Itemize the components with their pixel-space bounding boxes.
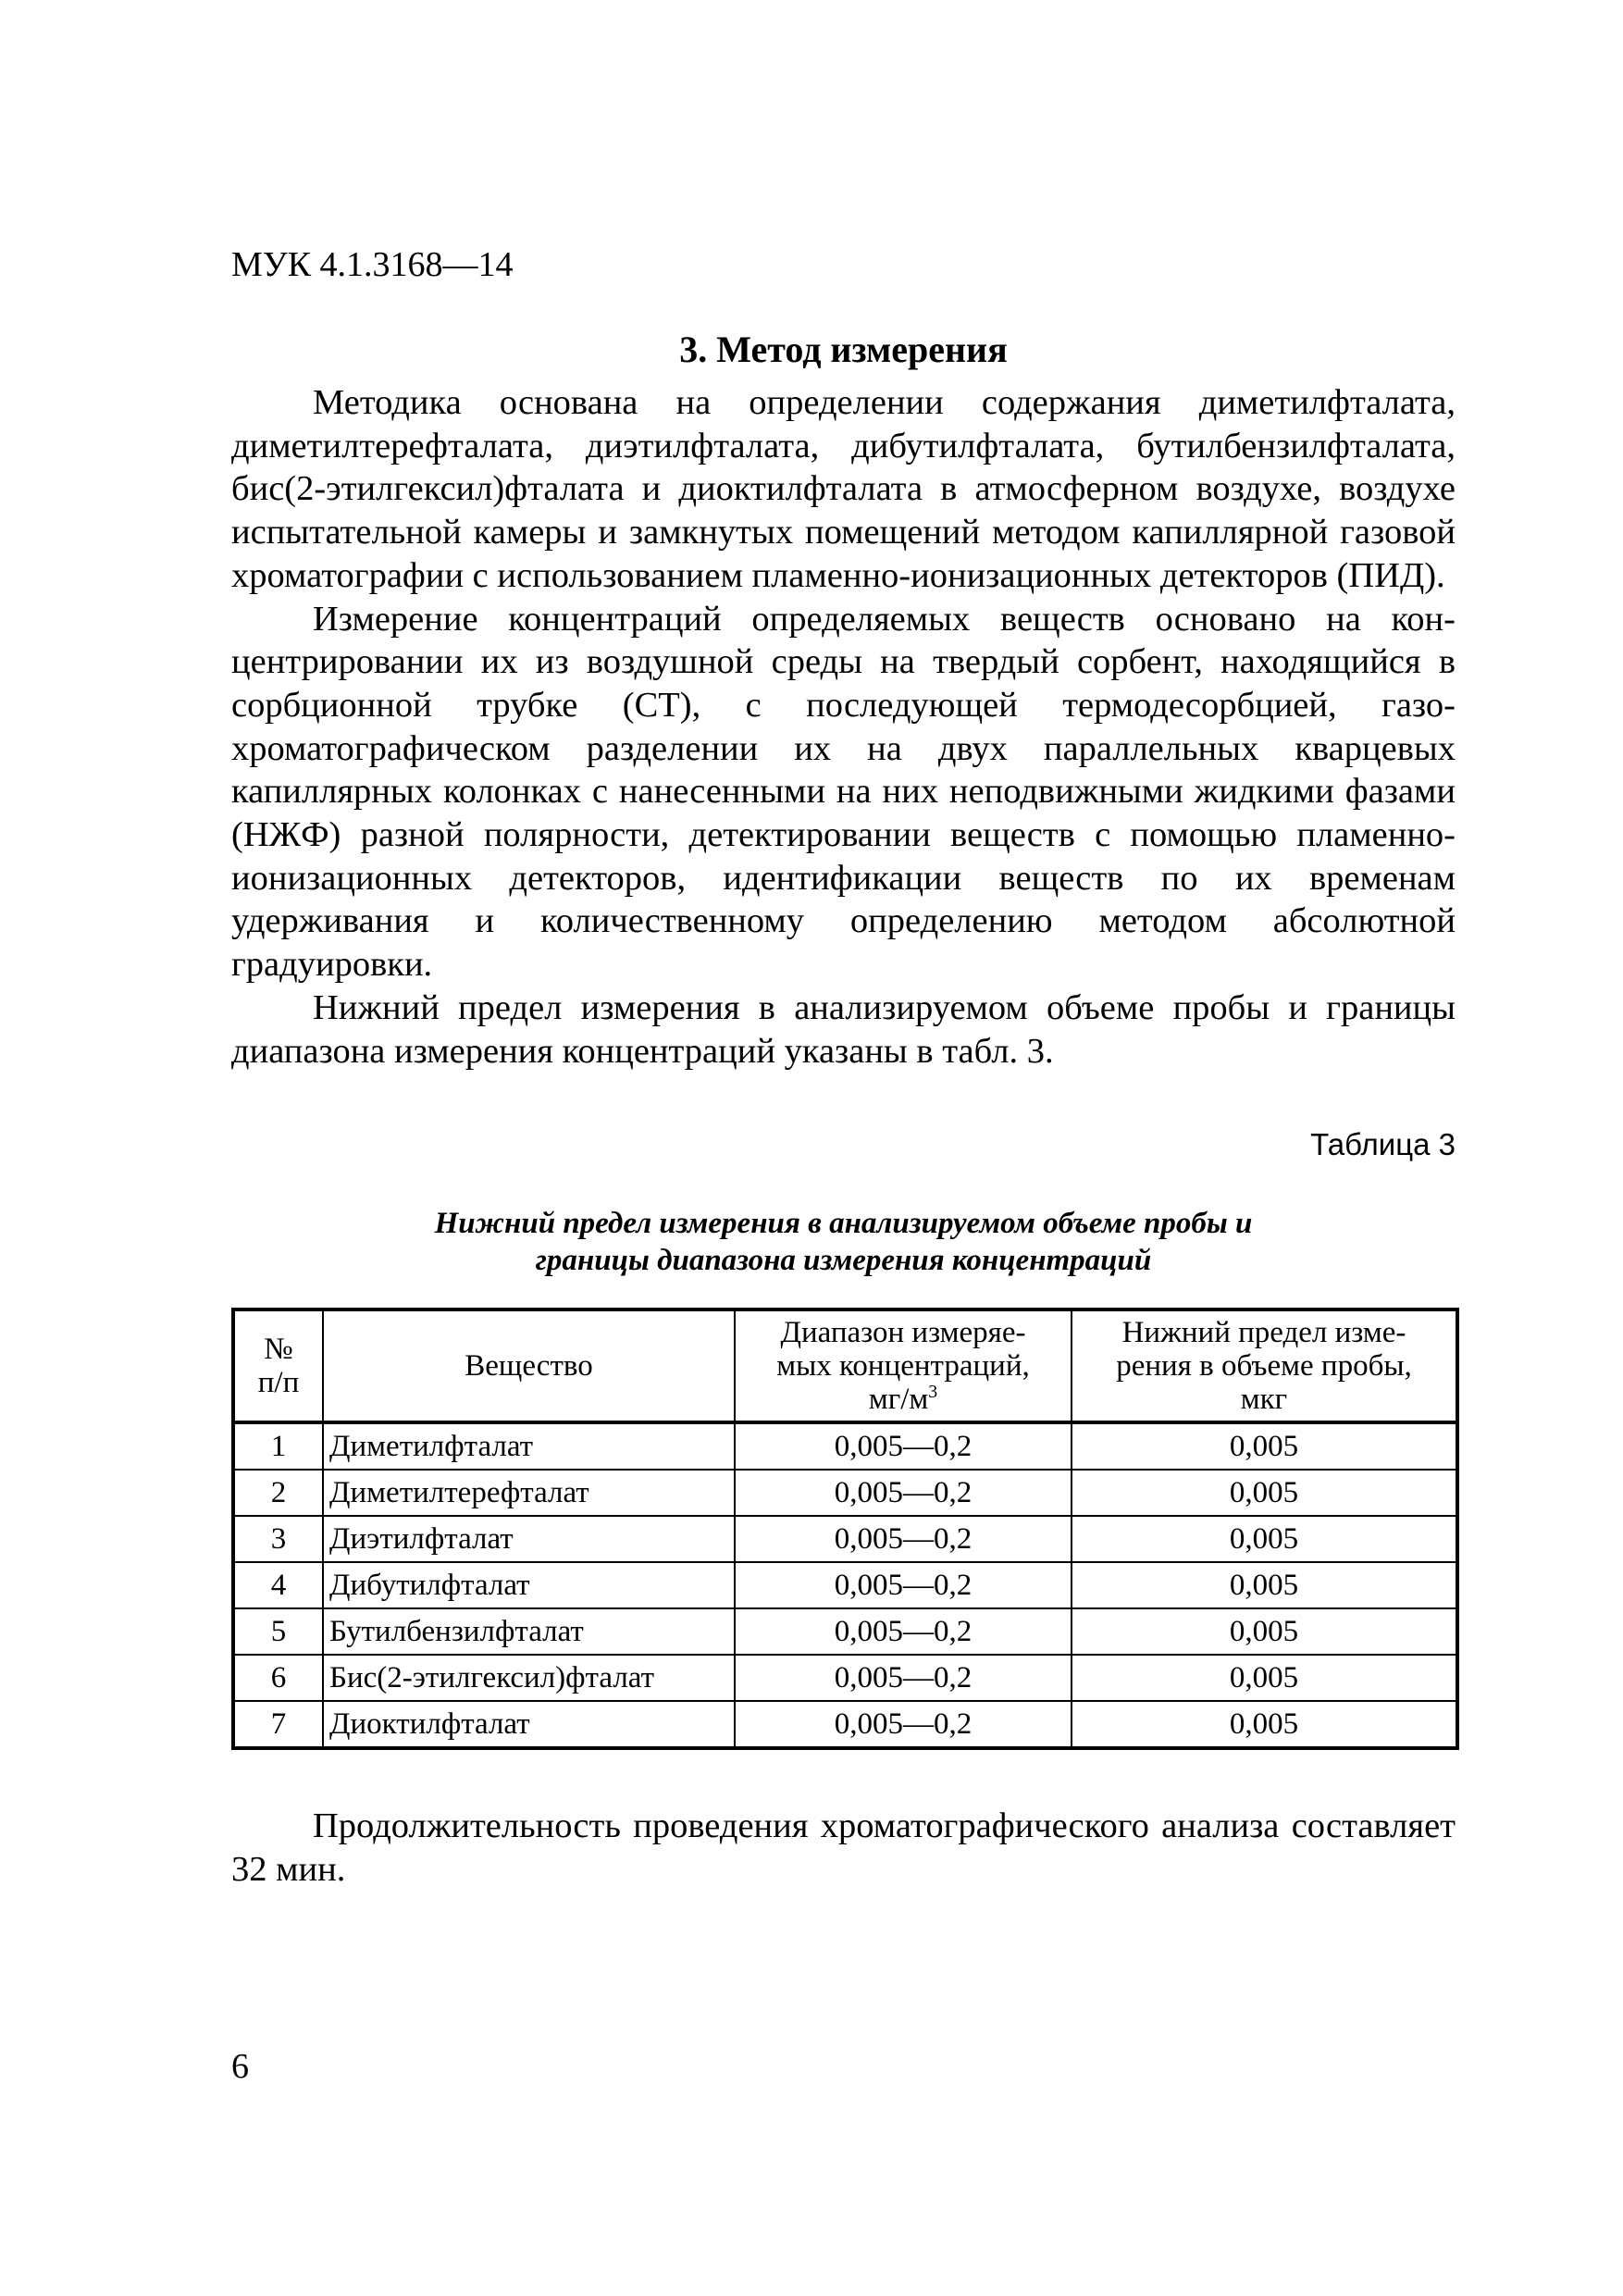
concentration-range: 0,005—0,2 <box>735 1470 1072 1516</box>
row-number: 1 <box>233 1422 323 1470</box>
lower-limit: 0,005 <box>1072 1608 1457 1655</box>
concentration-range: 0,005—0,2 <box>735 1701 1072 1748</box>
table-caption <box>231 1205 1456 1279</box>
analysis-duration-text <box>231 1805 1456 1891</box>
substance-name: Бутилбензилфталат <box>323 1608 735 1655</box>
measurement-limits-table <box>231 1308 1459 1750</box>
lower-limit: 0,005 <box>1072 1470 1457 1516</box>
substance-name: Диэтилфталат <box>323 1516 735 1562</box>
lower-limit: 0,005 <box>1072 1655 1457 1701</box>
table-row <box>233 1470 1457 1516</box>
concentration-range: 0,005—0,2 <box>735 1608 1072 1655</box>
table-row <box>233 1422 1457 1470</box>
row-number: 2 <box>233 1470 323 1516</box>
method-description <box>231 381 1456 1073</box>
column-header-range: Диапазон измеряе- мых концентраций, $мг/м^3$ <box>735 1309 1072 1422</box>
row-number: 5 <box>233 1608 323 1655</box>
lower-limit: 0,005 <box>1072 1701 1457 1748</box>
substance-name: Диметилфталат <box>323 1422 735 1470</box>
column-header-substance: Вещество <box>323 1309 735 1422</box>
paragraph-method-basis: Методика основана на определении содержания диметилфталата, диметилтерефталата, диэтилфталата, дибутилфталата, бутилбензилфталата, бис(2-этилгексил)фталата и диоктилфталата в атмосферном воздухе, воздухе испытательной камеры и замкнутых помещений методом капиллярной газовой хроматографии с использованием пламенно-ионизационных детекторов (ПИД). <box>231 383 1456 595</box>
table-row <box>233 1655 1457 1701</box>
table-caption-line: границы диапазона измерения концентраций <box>535 1244 1152 1277</box>
concentration-range: 0,005—0,2 <box>735 1516 1072 1562</box>
column-header-lower-limit: Нижний предел изме- рения в объеме пробы, мкг <box>1072 1309 1457 1422</box>
substance-name: Диметилтерефталат <box>323 1470 735 1516</box>
substance-name: Бис(2-этилгексил)фталат <box>323 1655 735 1701</box>
concentration-range: 0,005—0,2 <box>735 1655 1072 1701</box>
table-caption-line: Нижний предел измерения в анализируемом объеме пробы и <box>434 1207 1253 1240</box>
table-header-row <box>233 1309 1457 1422</box>
concentration-range: 0,005—0,2 <box>735 1562 1072 1608</box>
concentration-range: 0,005—0,2 <box>735 1422 1072 1470</box>
table-row <box>233 1562 1457 1608</box>
substance-name: Дибутилфталат <box>323 1562 735 1608</box>
row-number: 4 <box>233 1562 323 1608</box>
table-row <box>233 1701 1457 1748</box>
paragraph-analysis-duration: Продолжительность проведения хроматографического анализа составляет 32 мин. <box>231 1806 1456 1889</box>
section-title: 3. Метод измерения <box>679 329 1008 370</box>
row-number: 7 <box>233 1701 323 1748</box>
table-row <box>233 1608 1457 1655</box>
paragraph-range-reference: Нижний предел измерения в анализируемом объеме пробы и границы диапазона измерения концентраций указаны в табл. 3. <box>231 987 1456 1071</box>
page-number: 6 <box>231 2047 249 2086</box>
table-row <box>233 1516 1457 1562</box>
column-header-number: № п/п <box>233 1309 323 1422</box>
substance-name: Диоктилфталат <box>323 1701 735 1748</box>
row-number: 6 <box>233 1655 323 1701</box>
lower-limit: 0,005 <box>1072 1516 1457 1562</box>
lower-limit: 0,005 <box>1072 1562 1457 1608</box>
lower-limit: 0,005 <box>1072 1422 1457 1470</box>
row-number: 3 <box>233 1516 323 1562</box>
paragraph-measurement-principle: Измерение концентраций определяемых веществ основано на концентрировании их из воздушной среды на твердый сорбент, находящийся в сорбционной трубке (СТ), с последующей термодесорбцией, газохроматографическом разделении их на двух параллельных кварцевых капиллярных колонках с нанесенными на них неподвижными жидкими фазами (НЖФ) разной полярности, детектировании веществ с помощью пламенно-ионизационных детекторов, идентификации веществ по их временам удерживания и количественному определению методом абсолютной градуировки. <box>231 599 1456 985</box>
document-code: МУК 4.1.3168—14 <box>231 245 514 284</box>
table-number-label: Таблица 3 <box>1310 1127 1456 1161</box>
